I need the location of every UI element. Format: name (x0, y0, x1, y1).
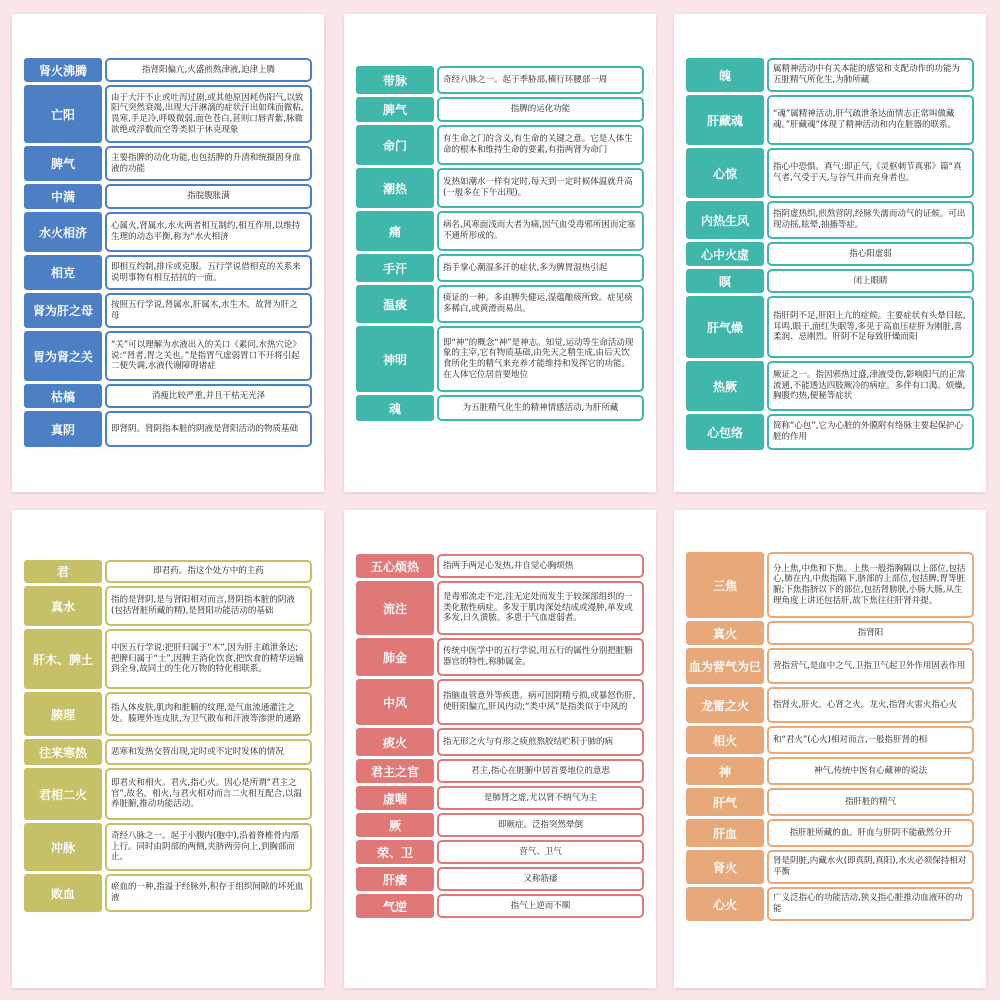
term-definition: 营指营气,是血中之气,卫指卫气起卫外作用固表作用 (767, 648, 974, 684)
term-label: 流注 (356, 581, 434, 635)
term-row (686, 552, 974, 618)
term-row (356, 638, 644, 676)
term-definition: 指肾火,肝火。心肾之火。龙火,指肾火雷火指心火 (767, 687, 974, 723)
term-definition: 即君火和相火。君火,指心火。因心是所谓“君主之官”,故名。相火,与君火相对而言二火相互配合,以温养脏腑,推动功能活动。 (105, 768, 312, 820)
term-label: 三焦 (686, 552, 764, 618)
term-row (356, 867, 644, 891)
term-label: 君 (24, 560, 102, 583)
term-row (356, 211, 644, 251)
term-label: 真火 (686, 621, 764, 645)
term-definition: 有生命之门的含义,有生命的关键之意。它是人体生命的根本和维持生命的要素,有指两肾为命门 (437, 125, 644, 165)
term-row (356, 679, 644, 725)
term-label: 血为营气为巳 (686, 648, 764, 684)
term-label: 手汗 (356, 254, 434, 282)
term-row (24, 184, 312, 209)
term-row (24, 411, 312, 447)
term-row (24, 293, 312, 328)
term-row (24, 255, 312, 290)
term-definition: 指的是肾阴,是与肾阳相对而言,肾阴指本脏的阴液(包括肾脏所藏的精),是肾阳功能活动的基础 (105, 586, 312, 626)
term-row (24, 739, 312, 765)
term-row (24, 692, 312, 736)
term-definition: 是毒邪流走不定,注无定处而发生于较深部组织的一类化脓性病症。多发于肌肉深处结成或漫肿,单发或多发,日久溃脓。多患于气血虚弱者。 (437, 581, 644, 635)
term-row (356, 728, 644, 756)
term-row (686, 414, 974, 450)
term-row (686, 850, 974, 884)
term-definition: 指心中恐惧。真气:即正气,《灵枢刺节真邪》篇“真气者,气受于天,与谷气并而充身者也。 (767, 148, 974, 198)
term-label: 心火 (686, 887, 764, 921)
term-definition: 为五脏精气化生的精神情感活动,为肝所藏 (437, 395, 644, 421)
term-row (24, 85, 312, 143)
term-row (686, 621, 974, 645)
term-definition: 指气上逆而不顺 (437, 894, 644, 918)
term-label: 内热生风 (686, 201, 764, 239)
term-definition: 指肾阳 (767, 621, 974, 645)
term-definition: 指肝脏的精气 (767, 788, 974, 816)
term-definition: “关”可以理解为水液出入的关口《素问,水热穴论》说:“肾者,胃之关也。”是指胃气虚弱胃口不开将引起二便失调,水液代谢障碍诸症 (105, 331, 312, 381)
term-definition: 和“君火”(心火)相对而言,一般指肝肾的相 (767, 726, 974, 754)
term-label: 肝木、脾土 (24, 629, 102, 689)
term-label: 气逆 (356, 894, 434, 918)
term-definition: 恶寒和发热交替出现,定时或不定时发体的情况 (105, 739, 312, 765)
term-definition: 指心阳虚弱 (767, 242, 974, 266)
term-row (686, 242, 974, 266)
term-definition: 指阴虚热织,煎熬营阴,经脉失濡而动气的证候。可出现动摇,眩晕,抽搐等症。 (767, 201, 974, 239)
term-label: 相克 (24, 255, 102, 290)
term-definition: 指无形之火与有形之痰煎熬胶结贮积于肺的病 (437, 728, 644, 756)
term-label: 瞑 (686, 269, 764, 293)
term-definition: 神气,传统中医有心藏神的说法 (767, 757, 974, 785)
term-label: 痰火 (356, 728, 434, 756)
card-fire-terms (674, 510, 986, 988)
term-definition: 厥证之一。指因邪热过盛,津液受伤,影响阳气的正常流通,不能透达四肢厥冷的病症。多伴有口渴。烦燥,胸腹灼热,便秘等症状 (767, 361, 974, 411)
term-definition: 简称“心包”,它为心脏的外膜附有络脉主要起保护心脏的作用 (767, 414, 974, 450)
term-row (24, 58, 312, 82)
card-jun-terms (12, 510, 324, 988)
term-label: 败血 (24, 874, 102, 912)
term-definition: 指脘腹胀满 (105, 184, 312, 209)
term-row (24, 384, 312, 408)
term-row (356, 66, 644, 94)
term-label: 痛 (356, 211, 434, 251)
term-label: 相火 (686, 726, 764, 754)
term-row (356, 125, 644, 165)
term-row (356, 894, 644, 918)
term-label: 水火相济 (24, 212, 102, 252)
term-definition: 指肝脏所藏的血。肝血与肝阴不能截然分开 (767, 819, 974, 847)
term-label: 肝血 (686, 819, 764, 847)
term-row (24, 823, 312, 871)
term-label: 亡阳 (24, 85, 102, 143)
term-label: 真阴 (24, 411, 102, 447)
term-definition: 指两手两足心发热,并自觉心胸烦热 (437, 554, 644, 578)
term-definition: 广义泛指心的功能活动,狭义指心脏推动血液环的功能 (767, 887, 974, 921)
term-definition: 痰证的一种。多由脾失健运,湿蕴酿痰所致。症见痰多稀白,或黄滑而易出。 (437, 285, 644, 323)
term-label: 中风 (356, 679, 434, 725)
term-definition: 指肝阴不足,肝阳上亢的症候。主要症状有头晕目眩,耳鸣,眼干,面红失眠等,多见于高血压症肝为刚脏,喜柔润、忌刚烈。肝阴不足每致肝燥而阳 (767, 296, 974, 358)
term-label: 胃为肾之关 (24, 331, 102, 381)
term-row (686, 648, 974, 684)
term-row (686, 726, 974, 754)
term-definition: 分上焦,中焦和下焦。上焦一般指胸隔以上部位,包括心,肺在内,中焦指隔下,脐部的上部位,包括脾,胃等脏腑;下焦指脐以下的部位,包括肾膀胱,小肠大肠,从生理角度上讲还包括肝,故下焦往往肝肾并提。 (767, 552, 974, 618)
term-row (686, 361, 974, 411)
term-row (686, 58, 974, 92)
term-label: 热厥 (686, 361, 764, 411)
term-definition: “魂”属精神活动,肝气疏泄条达面情志正常叫做藏魂。”肝藏魂”体现了精神活动和内在脏器的联系。 (767, 95, 974, 145)
term-definition: 指肾阳偏亢,火盛煎熬津液,迫津上腾 (105, 58, 312, 82)
card-heat-terms (344, 510, 656, 988)
term-label: 脾气 (356, 97, 434, 122)
term-row (356, 326, 644, 392)
term-label: 魂 (356, 395, 434, 421)
term-label: 温痰 (356, 285, 434, 323)
term-definition: 指手掌心潮湿多汗的症状,多为脾胃湿热引起 (437, 254, 644, 282)
term-definition: 瘀血的一种,指溢于经脉外,积存于组织间隙的坏死血液 (105, 874, 312, 912)
term-definition: 传统中医学中的五行学说,用五行的属性分别把脏腑器官的特性,称肺属金。 (437, 638, 644, 676)
term-row (24, 331, 312, 381)
term-label: 五心烦热 (356, 554, 434, 578)
term-row (24, 146, 312, 181)
term-definition: 即厥症。泛指突然晕倒 (437, 813, 644, 837)
term-row (686, 757, 974, 785)
term-definition: 指人体皮肤,肌肉和脏腑的纹理,是气血流通灌注之处。腠理外连皮肤,为卫气散布和汗液等渗泄的通路 (105, 692, 312, 736)
term-row (356, 254, 644, 282)
term-row (686, 687, 974, 723)
term-label: 枯槁 (24, 384, 102, 408)
term-label: 肝气 (686, 788, 764, 816)
term-row (356, 285, 644, 323)
term-definition: 奇经八脉之一。起于小腹内(胞中),沿着脊椎骨内部上行。同时由阴部的两侧,夹脐两旁向上,到胸部而止。 (105, 823, 312, 871)
term-row (686, 819, 974, 847)
term-definition: 奇经八脉之一。起于季胁部,横行环腰部一周 (437, 66, 644, 94)
term-row (24, 629, 312, 689)
term-definition: 按照五行学说,肾属水,肝属木,水生木。故肾为肝之母 (105, 293, 312, 328)
term-definition: 又称筋痿 (437, 867, 644, 891)
term-definition: 即肾阴。肾阴指本脏的阴液是肾阳活动的物质基础 (105, 411, 312, 447)
term-label: 心包络 (686, 414, 764, 450)
term-definition: 肾是阴脏,内藏水火(即真阴,真阳),水火必须保持相对平衡 (767, 850, 974, 884)
term-definition: 由于大汗不止或吐泻过剧,或其他原因耗伤阳气,以致阳气突然衰竭,出现大汗淋漓的症状汗出如珠而微粘,畏寒,手足冷,呼吸微弱,面色苍白,甚则口唇青紫,脉微欲绝或浮数而空等类似于休克现象 (105, 85, 312, 143)
term-definition: 指脑血管意外等疾患。病可因阴精亏损,或暴怒伤肝,使肝阳偏亢,肝风内动;“类中风”是指类似于中风的 (437, 679, 644, 725)
term-definition: 病名,风寒面浅而大者为痛,因气血受毒邪所困而定塞不通所形成的。 (437, 211, 644, 251)
term-label: 君主之官 (356, 759, 434, 783)
term-row (686, 148, 974, 198)
term-label: 肾为肝之母 (24, 293, 102, 328)
card-kidney-terms (12, 14, 324, 492)
term-row (686, 201, 974, 239)
term-row (686, 269, 974, 293)
term-row (24, 560, 312, 583)
term-definition: 营气、卫气 (437, 840, 644, 864)
term-label: 荣、卫 (356, 840, 434, 864)
term-definition: 是肺肾之虚,尤以肾不纳气为主 (437, 786, 644, 810)
term-label: 心惊 (686, 148, 764, 198)
term-definition: 指脾的运化功能 (437, 97, 644, 122)
term-label: 龙雷之火 (686, 687, 764, 723)
term-label: 君相二火 (24, 768, 102, 820)
term-row (356, 554, 644, 578)
term-label: 真水 (24, 586, 102, 626)
term-definition: 主要指脾的动化功能,也包括脾的升清和统摄固身血液的功能 (105, 146, 312, 181)
term-row (356, 759, 644, 783)
term-row (24, 768, 312, 820)
card-liver-heart-terms (674, 14, 986, 492)
term-label: 厥 (356, 813, 434, 837)
term-label: 神明 (356, 326, 434, 392)
term-definition: 即“神”的概念“神”是神志。知觉,运动等生命活动现象的主宰,它有物质基础,由先天之精生成,由后天饮食所化生的精气来充养才能维持和发挥它的功能。在人体它位居首要地位 (437, 326, 644, 392)
term-label: 命门 (356, 125, 434, 165)
term-definition: 君主,指心在脏腑中居首要地位的意思 (437, 759, 644, 783)
term-label: 肺金 (356, 638, 434, 676)
term-row (356, 168, 644, 208)
term-row (24, 212, 312, 252)
term-label: 往来寒热 (24, 739, 102, 765)
term-label: 心中火虚 (686, 242, 764, 266)
term-label: 肾火 (686, 850, 764, 884)
term-row (686, 788, 974, 816)
term-label: 中满 (24, 184, 102, 209)
term-row (686, 95, 974, 145)
term-label: 潮热 (356, 168, 434, 208)
term-row (686, 887, 974, 921)
term-label: 魄 (686, 58, 764, 92)
term-row (24, 874, 312, 912)
term-definition: 即君药。指这个处方中的主药 (105, 560, 312, 583)
term-definition: 闭上眼睛 (767, 269, 974, 293)
term-label: 肾火沸腾 (24, 58, 102, 82)
term-definition: 中医五行学说:把肝归属于“木”,因为肝主疏泄条达;把脾归属于“土”,因脾主消化饮食,把饮食的精华运输到全身,故同土的生化万物的特化相联系。 (105, 629, 312, 689)
term-label: 冲脉 (24, 823, 102, 871)
term-label: 带脉 (356, 66, 434, 94)
card-spleen-terms (344, 14, 656, 492)
term-row (356, 840, 644, 864)
term-row (356, 581, 644, 635)
term-label: 肝藏魂 (686, 95, 764, 145)
term-definition: 即相互约制,排斥或克服。五行学说借相克的关系来说明事物有相互拮抗的一面。 (105, 255, 312, 290)
term-label: 肝气燥 (686, 296, 764, 358)
term-row (356, 786, 644, 810)
term-definition: 心属火,肾属水,水火两者相互制约,相互作用,以维持生理的动态平衡,称为“水火相济 (105, 212, 312, 252)
term-label: 腠理 (24, 692, 102, 736)
term-row (24, 586, 312, 626)
term-label: 神 (686, 757, 764, 785)
term-label: 肝痿 (356, 867, 434, 891)
term-definition: 消瘦比较严重,并且干枯无光泽 (105, 384, 312, 408)
term-definition: 发热如潮水一样有定时,每天到一定时候体温就升高(一般多在下午出现)。 (437, 168, 644, 208)
term-row (356, 97, 644, 122)
term-label: 虚喘 (356, 786, 434, 810)
term-label: 脾气 (24, 146, 102, 181)
term-row (686, 296, 974, 358)
term-definition: 属精神活动中有关本能的感觉和支配动作的功能为五脏精气所化生,为肺所藏 (767, 58, 974, 92)
term-row (356, 813, 644, 837)
term-row (356, 395, 644, 421)
